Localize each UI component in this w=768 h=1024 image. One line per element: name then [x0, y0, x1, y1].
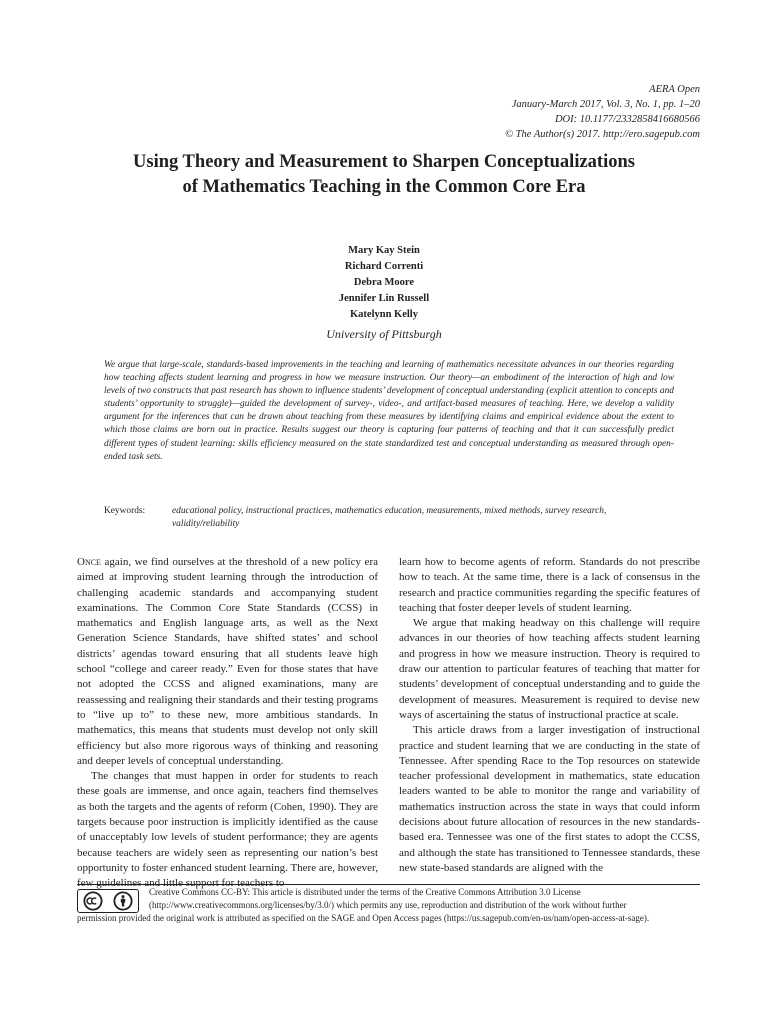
license-text — [77, 886, 708, 925]
body-column-right — [399, 555, 700, 876]
author-affiliation: University of Pittsburgh — [326, 327, 442, 341]
journal-header — [505, 82, 700, 142]
title-line-2: of Mathematics Teaching in the Common Core Era — [182, 177, 586, 197]
body-paragraph: We argue that making headway on this challenge will require advances in our theories of how teaching affects student learning and progress in how we measure instruction. Theory is required to draw our attention to particular features of teaching that matter for students’ development of conceptual understanding and to guide the development of measures. Measurement is required to devise new ways of ascertaining the status of instructional practice at scale. — [399, 617, 700, 721]
abstract: We argue that large-scale, standards-based improvements in the teaching and learning of mathematics necessitate advances in our theories regarding how teaching affects student learning and progress in how we measure instruction. Our theory—an embodiment of the interaction of high and low levels of two constructs that past research has shown to influence students’ development of conceptual understanding (explicit attention to concepts and students’ opportunity to struggle)—guided the development of survey-, video-, and artifact-based measures of teaching. Here, we develop a validity argument for the inferences that can be drawn about teaching from these measures by identifying claims and empirical evidence about the extent to which those claims are born out in practice. Results suggest our theory is capturing four patterns of teaching and that it can successfully predict different types of student learning: skills efficiency measured on the state standardized test and conceptual understanding as measured through open-ended task sets. — [104, 360, 674, 462]
cc-by-badge[interactable] — [77, 889, 139, 913]
author-name: Jennifer Lin Russell — [338, 293, 430, 304]
author-name: Mary Kay Stein — [348, 245, 420, 256]
article-doi: DOI: 10.1177/2332858416680566 — [554, 114, 700, 125]
author-name: Debra Moore — [353, 277, 415, 288]
keywords-label: Keywords: — [104, 506, 146, 516]
footer-divider — [77, 884, 700, 885]
keywords-list: educational policy, instructional practices, mathematics education, measurements, mixed methods, survey research, validity/reliability — [172, 506, 607, 529]
journal-issue: January-March 2017, Vol. 3, No. 1, pp. 1–20 — [511, 99, 700, 110]
license-notice — [77, 886, 708, 925]
body-paragraph: learn how to become agents of reform. Standards do not prescribe how to teach. At the same time, there is a lack of consensus in the research and practice communities regarding the specific features of teaching that foster deeper levels of student learning. — [399, 556, 700, 614]
paragraph-text: again, we find ourselves at the threshold of a new policy era aimed at improving student learning through the introduction of challenging academic standards and accompanying student examinations. The Common Core State Standards (CCSS) in mathematics and English language arts, as well as the Next Generation Science Standards, have shifted states’ and school districts’ agendas toward ensuring that all students leave high school “college and career ready.” Even for those states that have not adopted the CCSS and aligned examinations, many are reassessing and realigning their standards and their testing programs to “live up to” to these new, more ambitious standards. In mathematics, this means that students must develop not only skill efficiency but also more rigorous ways of thinking and reasoning and deeper levels of conceptual understanding. — [77, 556, 378, 767]
body-paragraph — [77, 555, 378, 769]
body-column-left — [77, 555, 378, 892]
title-line-1: Using Theory and Measurement to Sharpen Conceptualizations — [133, 152, 635, 172]
license-line: (http://www.creativecommons.org/licenses/by/3.0/) which permits any use, reproduction and distribution of the work without further — [149, 900, 627, 910]
license-line: Creative Commons CC-BY: This article is distributed under the terms of the Creative Commons Attribution 3.0 License — [149, 887, 581, 897]
body-paragraph: The changes that must happen in order for students to reach these goals are immense, and once again, teachers find themselves as both the targets and the agents of reform (Cohen, 1990). They are targets because poor instruction is implicitly identified as the cause of unacceptably low levels of student performance; they are agents because teachers are widely seen as representing our nation’s best opportunity to foster enhanced student learning. There are, however, few guidelines and little support for teachers to — [77, 770, 378, 890]
copyright-line: © The Author(s) 2017. http://ero.sagepub.com — [505, 129, 700, 140]
author-name: Richard Correnti — [344, 261, 424, 272]
article-title — [60, 150, 708, 200]
attribution-person-icon — [112, 891, 134, 911]
creative-commons-icon — [82, 891, 104, 911]
author-list — [0, 243, 768, 343]
journal-name: AERA Open — [649, 84, 700, 95]
keywords — [104, 505, 674, 531]
author-name: Katelynn Kelly — [350, 309, 418, 320]
body-paragraph: This article draws from a larger investigation of instructional practice and student learning that we are conducting in the state of Tennessee. After spending Race to the Top resources on statewide teacher professional development in mathematics, state education leaders wanted to be able to monitor the range and variability of mathematics instruction across the state in ways that could inform decisions about future allocation of resources in the new standards-based era. Tennessee was one of the first states to adopt the CCSS, and although the state has transitioned to Tennessee standards, these new state-based standards are aligned with the — [399, 724, 700, 874]
lead-in-word: Once — [77, 556, 101, 568]
license-line: permission provided the original work is attributed as specified on the SAGE and Open Access pages (https://us.sagepub.com/en-us/nam/open-access-at-sage). — [77, 913, 650, 923]
